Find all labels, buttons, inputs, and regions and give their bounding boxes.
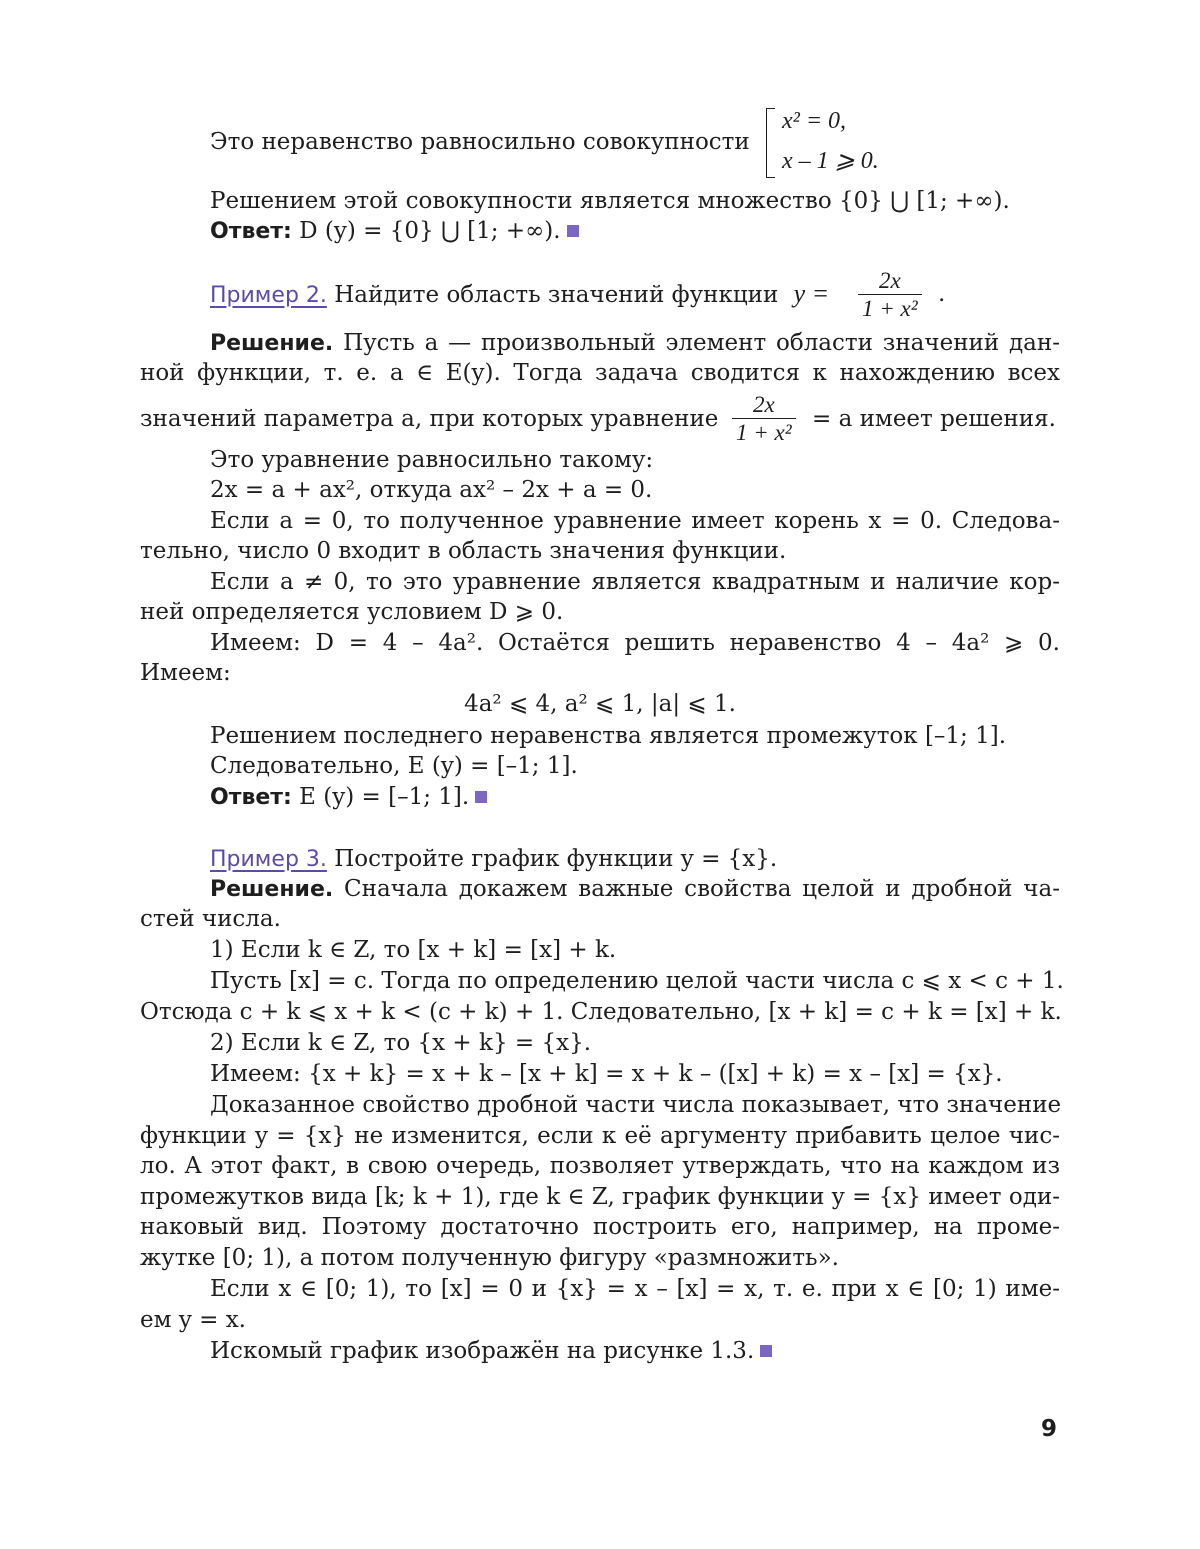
fraction-numerator: 2x — [858, 268, 922, 295]
fraction-denominator: 1 + x² — [736, 420, 792, 445]
ex3-line-14: Если x ∈ [0; 1), то [x] = 0 и {x} = x – [x] = x, т. е. при x ∈ [0; 1) име- — [210, 1276, 1060, 1302]
ex3-line-12: наковый вид. Поэтому достаточно построить его, например, на проме- — [140, 1214, 1060, 1240]
ex2-line-10: Имеем: D = 4 – 4a². Остаётся решить неравенство 4 – 4a² ⩾ 0. — [210, 630, 1060, 656]
ex2-line-5: 2x = a + ax², откуда ax² – 2x + a = 0. — [210, 477, 653, 503]
ex2-line-11: Имеем: — [140, 660, 231, 686]
ex2-line-12: 4a² ⩽ 4, a² ⩽ 1, |a| ⩽ 1. — [464, 691, 736, 717]
example-2-dot: . — [938, 281, 946, 307]
answer-label: Ответ: — [210, 219, 292, 244]
ex3-line-15: ем y = x. — [140, 1307, 246, 1333]
example-2-task: Найдите область значений функции — [334, 282, 779, 308]
ex2-line-7: тельно, число 0 входит в область значения функции. — [140, 538, 787, 564]
ex2-line-3b: = a имеет решения. — [812, 406, 1056, 432]
answer-2 — [210, 782, 487, 813]
answer-value: D (y) = {0} ⋃ [1; +∞). — [299, 218, 561, 244]
ex3-line-1 — [210, 874, 1060, 905]
fraction-denominator: 1 + x² — [862, 296, 918, 321]
ex2-line-8: Если a ≠ 0, то это уравнение является квадратным и наличие кор- — [210, 569, 1060, 595]
system-intro: Это неравенство равносильно совокупности — [210, 129, 750, 155]
system-eq-2: x – 1 ⩾ 0. — [782, 148, 879, 174]
system-bracket — [766, 108, 775, 178]
ex3-line-13: жутке [0; 1), а потом полученную фигуру «размножить». — [140, 1245, 839, 1271]
ex3-line-16 — [210, 1336, 772, 1366]
answer-value: E (y) = [–1; 1]. — [299, 784, 470, 810]
ex3-line-9: функции y = {x} не изменится, если к её аргументу прибавить целое чис- — [140, 1123, 1060, 1149]
answer-label: Ответ: — [210, 785, 292, 810]
end-of-proof-marker — [567, 225, 579, 237]
ex2-line-1 — [210, 328, 1060, 359]
solution-label: Решение. — [210, 877, 334, 902]
ex2-line-4: Это уравнение равносильно такому: — [210, 447, 654, 473]
ex3-line-2: стей числа. — [140, 906, 281, 932]
fraction-numerator: 2x — [732, 392, 796, 419]
example-3-label: Пример 3. — [210, 847, 327, 872]
ex2-line-6: Если a = 0, то полученное уравнение имеет корень x = 0. Следова- — [210, 508, 1060, 534]
example-2-heading — [210, 279, 829, 311]
example-2-y: y = — [793, 279, 830, 308]
ex3-line-8: Доказанное свойство дробной части числа показывает, что значение — [210, 1092, 1062, 1118]
ex3-line-1-text: Сначала докажем важные свойства целой и дробной ча- — [344, 876, 1060, 902]
ex2-line-13: Решением последнего неравенства является промежуток [–1; 1]. — [210, 723, 1007, 749]
end-of-proof-marker — [760, 1345, 772, 1357]
ex3-line-7: Имеем: {x + k} = x + k – [x + k] = x + k – ([x] + k) = x – [x] = {x}. — [210, 1061, 1003, 1087]
ex2-line-3-fraction — [732, 392, 796, 447]
ex2-line-1-text: Пусть a — произвольный элемент области значений дан- — [343, 330, 1060, 356]
ex3-line-11: промежутков вида [k; k + 1), где k ∈ Z, график функции y = {x} имеет оди- — [140, 1184, 1060, 1210]
ex2-line-3a: значений параметра a, при которых уравнение — [140, 406, 719, 432]
example-3-task: Постройте график функции y = {x}. — [334, 846, 778, 872]
ex3-line-6: 2) Если k ∈ Z, то {x + k} = {x}. — [210, 1030, 592, 1056]
answer-1 — [210, 216, 579, 247]
end-of-proof-marker — [475, 791, 487, 803]
ex2-line-2: ной функции, т. е. a ∈ E(y). Тогда задача сводится к нахождению всех — [140, 360, 1060, 386]
ex3-line-3: 1) Если k ∈ Z, то [x + k] = [x] + k. — [210, 937, 617, 963]
ex3-line-5: Отсюда c + k ⩽ x + k < (c + k) + 1. Следовательно, [x + k] = c + k = [x] + k. — [140, 999, 1062, 1025]
ex3-line-4: Пусть [x] = c. Тогда по определению целой части числа c ⩽ x < c + 1. — [210, 968, 1064, 994]
system-solution: Решением этой совокупности является множество {0} ⋃ [1; +∞). — [210, 188, 1010, 214]
page-number: 9 — [1041, 1416, 1058, 1442]
ex3-line-16-text: Искомый график изображён на рисунке 1.3. — [210, 1338, 755, 1364]
ex2-line-9: ней определяется условием D ⩾ 0. — [140, 599, 564, 625]
example-2-label: Пример 2. — [210, 283, 327, 308]
ex3-line-10: ло. А этот факт, в свою очередь, позволяет утверждать, что на каждом из — [140, 1153, 1060, 1179]
example-2-fraction — [858, 268, 922, 323]
ex2-line-14: Следовательно, E (y) = [–1; 1]. — [210, 753, 578, 779]
system-eq-1: x² = 0, — [782, 108, 847, 134]
example-3-heading — [210, 844, 777, 875]
solution-label: Решение. — [210, 331, 334, 356]
